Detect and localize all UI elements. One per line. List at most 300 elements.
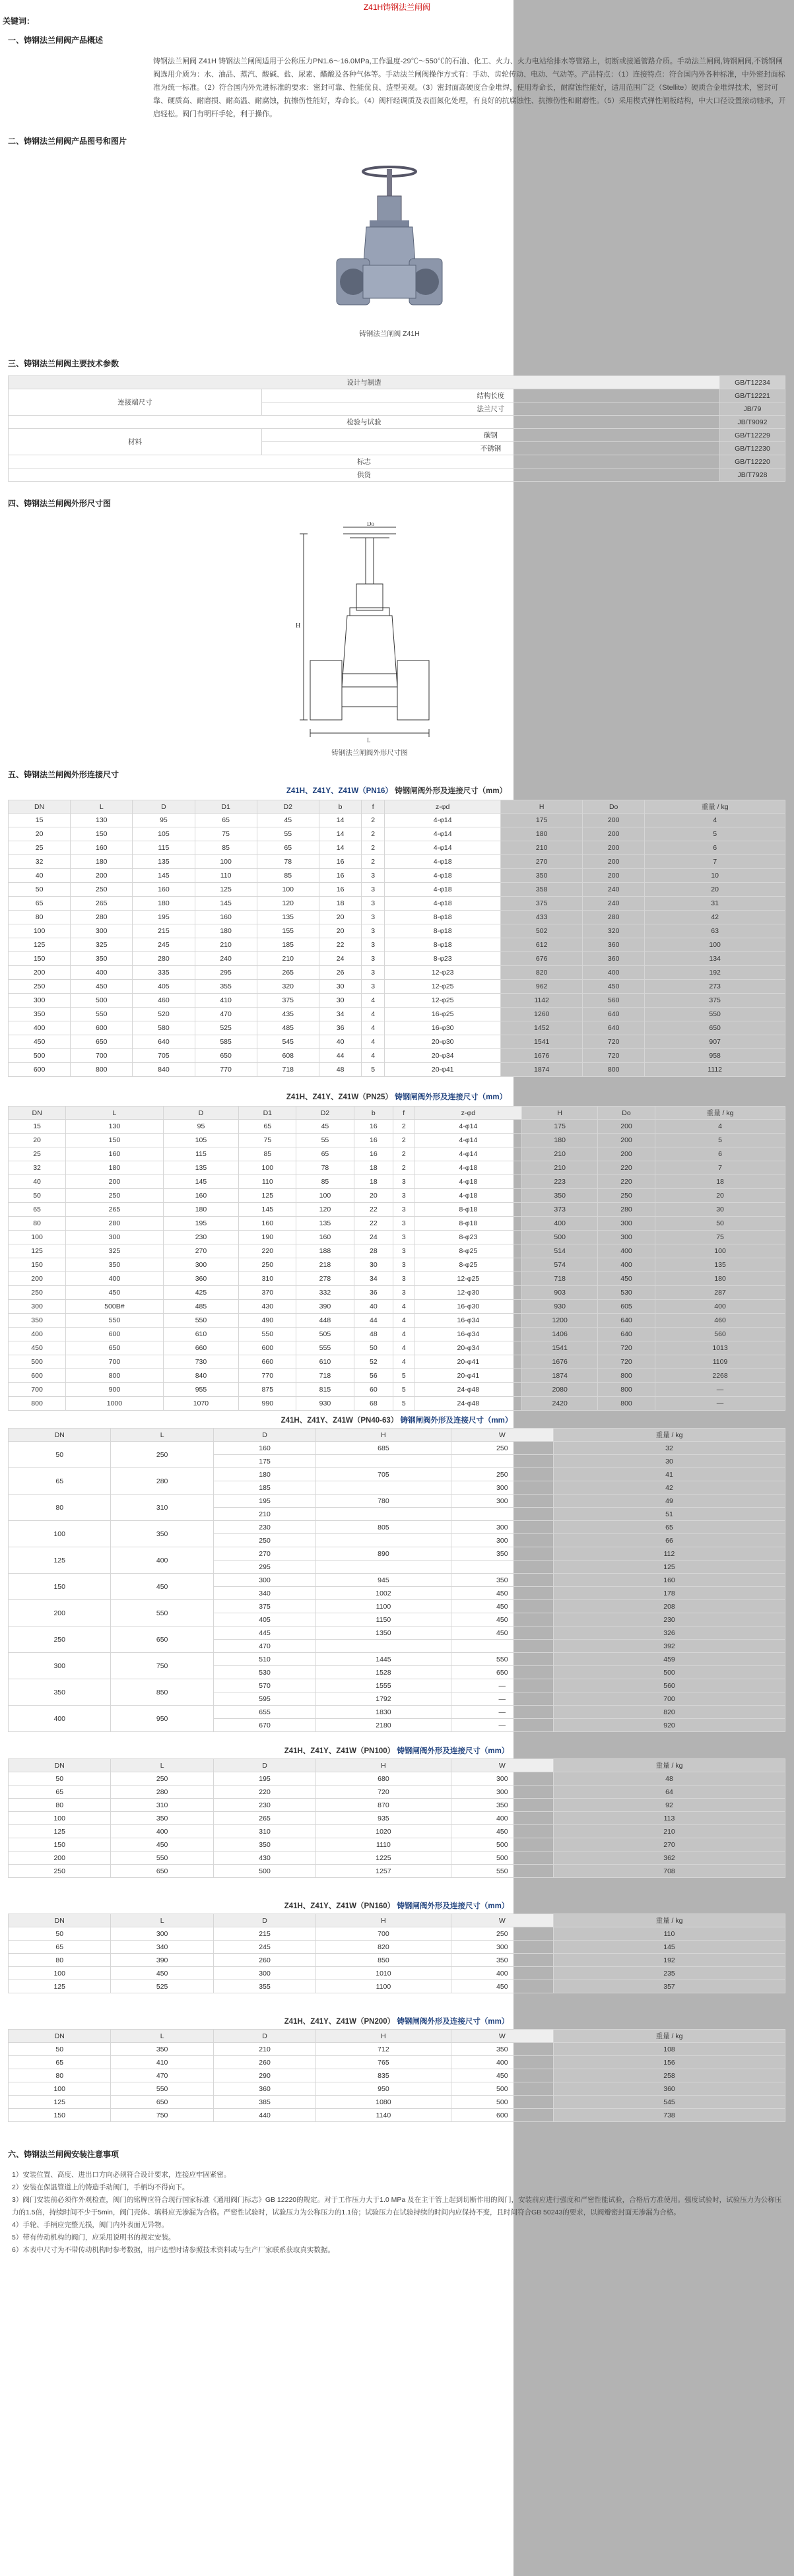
table-cell: 300 — [451, 1772, 553, 1786]
table-cell: W — [451, 1914, 553, 1927]
table-cell: 650 — [111, 2096, 213, 2109]
table-cell: 16 — [354, 1134, 393, 1147]
table-cell: 1002 — [316, 1587, 451, 1600]
table-cell: 150 — [9, 2109, 111, 2122]
table-header-row — [9, 1429, 785, 1442]
table-cell: 350 — [9, 1314, 66, 1328]
table-cell: 435 — [257, 1008, 319, 1021]
table-cell: 2 — [362, 814, 385, 827]
table-cell: 50 — [354, 1341, 393, 1355]
table-row — [9, 952, 785, 966]
table-cell: 法兰尺寸 — [262, 402, 720, 416]
table-cell: 24 — [354, 1231, 393, 1244]
table-cell: 5 — [645, 827, 785, 841]
table-cell — [451, 1561, 553, 1574]
table-cell: 903 — [522, 1286, 598, 1300]
table-cell: 300 — [111, 1927, 213, 1941]
table-cell: 3 — [393, 1175, 414, 1189]
table-cell: 80 — [9, 2069, 111, 2082]
table-cell: 510 — [213, 1653, 315, 1666]
table-cell: 20 — [9, 1134, 66, 1147]
pn25-title-model: Z41H、Z41Y、Z41W（PN25） — [286, 1093, 393, 1101]
table-cell: 160 — [296, 1231, 354, 1244]
table-cell: 16 — [319, 855, 361, 869]
table-cell: 192 — [645, 966, 785, 980]
table-cell: 7 — [655, 1161, 785, 1175]
table-cell: 450 — [597, 1272, 655, 1286]
table-cell: 65 — [554, 1521, 785, 1534]
table-cell: 600 — [451, 2109, 553, 2122]
table-cell: 640 — [133, 1035, 195, 1049]
table-cell: 400 — [111, 1547, 213, 1574]
table-cell: 525 — [195, 1021, 257, 1035]
table-cell: 820 — [316, 1941, 451, 1954]
table-cell: 250 — [71, 883, 133, 897]
table-cell: 220 — [239, 1244, 296, 1258]
table-cell: 300 — [597, 1231, 655, 1244]
table-row — [9, 1314, 785, 1328]
table-cell: 15 — [9, 814, 71, 827]
table-cell: 650 — [66, 1341, 164, 1355]
table-row — [9, 1286, 785, 1300]
table-cell: 134 — [645, 952, 785, 966]
table-cell: 100 — [9, 924, 71, 938]
table-cell: 4-φ18 — [385, 869, 501, 883]
table-cell: 990 — [239, 1397, 296, 1411]
table-cell: 重量 / kg — [554, 1914, 785, 1927]
table-cell: 235 — [554, 1967, 785, 1980]
pn160-title-desc: 铸钢闸阀外形及连接尺寸（mm） — [397, 1902, 510, 1910]
table-cell: 608 — [257, 1049, 319, 1063]
table-cell: 125 — [9, 1547, 111, 1574]
table-cell: 250 — [111, 1772, 213, 1786]
table-row — [9, 924, 785, 938]
table-cell: 195 — [213, 1772, 315, 1786]
table-cell: 700 — [71, 1049, 133, 1063]
table-cell: 800 — [71, 1063, 133, 1077]
table-cell: 300 — [451, 1941, 553, 1954]
table-cell: 250 — [239, 1258, 296, 1272]
table-cell: 60 — [354, 1383, 393, 1397]
table-cell: 400 — [655, 1300, 785, 1314]
table-cell: 705 — [316, 1468, 451, 1481]
table-cell: 125 — [554, 1561, 785, 1574]
table-row — [9, 1799, 785, 1812]
table-cell: 8-φ23 — [385, 952, 501, 966]
table-cell: 400 — [9, 1706, 111, 1732]
table-cell: 685 — [316, 1442, 451, 1455]
table-cell: 3 — [393, 1258, 414, 1272]
table-cell: 1541 — [501, 1035, 583, 1049]
table-cell: 12-φ23 — [385, 966, 501, 980]
table-cell: 260 — [213, 1954, 315, 1967]
table-cell: 50 — [9, 2043, 111, 2056]
table-cell: 320 — [583, 924, 645, 938]
table-cell: 270 — [501, 855, 583, 869]
table-cell: — — [451, 1692, 553, 1706]
table-cell: 390 — [111, 1954, 213, 1967]
table-cell: 738 — [554, 2109, 785, 2122]
list-item: 1）安装位置、高度、进出口方向必须符合设计要求，连接应牢固紧密。 — [12, 2171, 231, 2179]
table-row — [9, 1967, 785, 1980]
table-cell: 250 — [111, 1442, 213, 1468]
table-cell: 350 — [9, 1679, 111, 1706]
table-cell: 200 — [9, 1272, 66, 1286]
table-cell: 450 — [451, 1626, 553, 1640]
table-cell: 210 — [213, 2043, 315, 2056]
table-row — [9, 1706, 785, 1719]
table-cell: 22 — [354, 1203, 393, 1217]
table-cell: 50 — [9, 1189, 66, 1203]
table-cell: 1874 — [501, 1063, 583, 1077]
table-cell: 360 — [583, 952, 645, 966]
table-cell: 1452 — [501, 1021, 583, 1035]
table-row — [9, 2109, 785, 2122]
table-cell: 1528 — [316, 1666, 451, 1679]
table-cell: 8-φ18 — [385, 938, 501, 952]
table-row — [9, 1161, 785, 1175]
table-cell: 574 — [522, 1258, 598, 1272]
table-cell: 100 — [645, 938, 785, 952]
table-cell: 820 — [501, 966, 583, 980]
table-cell: 300 — [213, 1574, 315, 1587]
table-cell: 718 — [257, 1063, 319, 1077]
table-cell: 3 — [362, 938, 385, 952]
table-cell: 2 — [393, 1161, 414, 1175]
table-cell: 130 — [66, 1120, 164, 1134]
table-cell: 32 — [9, 1161, 66, 1175]
table-cell: 12-φ25 — [385, 994, 501, 1008]
table-cell: 265 — [213, 1812, 315, 1825]
table-cell: 110 — [239, 1175, 296, 1189]
table-cell: 502 — [501, 924, 583, 938]
table-cell: 800 — [597, 1397, 655, 1411]
table-cell: 185 — [213, 1481, 315, 1495]
table-cell: 570 — [213, 1679, 315, 1692]
table-cell: 重量 / kg — [655, 1107, 785, 1120]
table-cell: 210 — [213, 1508, 315, 1521]
pn100-title-desc: 铸钢闸阀外形及连接尺寸（mm） — [397, 1747, 510, 1755]
table-cell: 700 — [316, 1927, 451, 1941]
table-cell: GB/T12229 — [719, 429, 785, 442]
table-cell: 1225 — [316, 1852, 451, 1865]
table-cell: 712 — [316, 2043, 451, 2056]
table-cell: 55 — [296, 1134, 354, 1147]
table-cell: DN — [9, 1429, 111, 1442]
table-cell: L — [111, 1914, 213, 1927]
table-cell: 360 — [583, 938, 645, 952]
table-cell: 192 — [554, 1954, 785, 1967]
table-cell: 150 — [9, 1838, 111, 1852]
table-cell: 750 — [111, 2109, 213, 2122]
table-cell: 250 — [597, 1189, 655, 1203]
table-cell: 4-φ14 — [385, 814, 501, 827]
table-cell: 5 — [393, 1397, 414, 1411]
table-cell: 358 — [501, 883, 583, 897]
table-cell: z-φd — [385, 800, 501, 814]
table-cell — [316, 1455, 451, 1468]
table-cell: 550 — [111, 1600, 213, 1626]
table-row — [9, 814, 785, 827]
table-cell: D1 — [239, 1107, 296, 1120]
table-cell: 125 — [195, 883, 257, 897]
table-cell: 65 — [195, 814, 257, 827]
table-cell: 185 — [257, 938, 319, 952]
table-cell: 400 — [111, 1825, 213, 1838]
table-cell: 410 — [195, 994, 257, 1008]
pn160-table-title — [8, 1900, 785, 1912]
table-row — [9, 1021, 785, 1035]
table-cell: 145 — [163, 1175, 239, 1189]
table-cell: 450 — [111, 1967, 213, 1980]
table-cell: 230 — [163, 1231, 239, 1244]
table-cell: 30 — [319, 994, 361, 1008]
svg-text:Do: Do — [367, 522, 374, 527]
table-cell: 930 — [296, 1397, 354, 1411]
table-cell: 240 — [583, 897, 645, 911]
table-cell: 375 — [501, 897, 583, 911]
list-item: 2）安装在保温管道上的铸造手动阀门，手柄均不得向下。 — [12, 2183, 189, 2191]
table-row — [9, 1203, 785, 1217]
table-cell: 720 — [597, 1355, 655, 1369]
table-cell: H — [522, 1107, 598, 1120]
table-cell: 200 — [597, 1134, 655, 1147]
table-cell: 18 — [354, 1175, 393, 1189]
table-cell: 40 — [319, 1035, 361, 1049]
table-cell: 1406 — [522, 1328, 598, 1341]
table-cell: 200 — [583, 869, 645, 883]
table-cell: 30 — [319, 980, 361, 994]
section-overview-heading: 一、铸钢法兰闸阀产品概述 — [8, 36, 104, 45]
table-row — [9, 855, 785, 869]
table-cell: 720 — [597, 1341, 655, 1355]
valve-photo-block — [0, 146, 794, 344]
table-row — [9, 2096, 785, 2109]
drawing-caption: 铸钢法兰闸阀外形尺寸图 — [331, 749, 408, 757]
table-cell: 145 — [554, 1941, 785, 1954]
table-cell: 500 — [451, 1838, 553, 1852]
table-cell: 220 — [597, 1161, 655, 1175]
table-cell: 550 — [111, 1852, 213, 1865]
table-cell: 2180 — [316, 1719, 451, 1732]
pn16-table-title — [8, 785, 785, 797]
table-cell: 20-φ41 — [414, 1369, 522, 1383]
table-cell: 1112 — [645, 1063, 785, 1077]
table-cell: 360 — [213, 2082, 315, 2096]
table-cell: 265 — [66, 1203, 164, 1217]
table-cell: 500 — [451, 2096, 553, 2109]
table-cell: 51 — [554, 1508, 785, 1521]
table-cell: 4-φ18 — [414, 1175, 522, 1189]
table-cell: 160 — [213, 1442, 315, 1455]
table-cell: 220 — [213, 1786, 315, 1799]
table-cell: 78 — [296, 1161, 354, 1175]
table-row — [9, 2043, 785, 2056]
table-row — [9, 2056, 785, 2069]
table-row — [9, 1341, 785, 1355]
table-cell: 700 — [554, 1692, 785, 1706]
table-cell: 16 — [354, 1120, 393, 1134]
table-cell: 280 — [583, 911, 645, 924]
table-cell: 100 — [9, 1521, 111, 1547]
table-cell: 115 — [133, 841, 195, 855]
table-cell: 100 — [296, 1189, 354, 1203]
table-cell: 362 — [554, 1852, 785, 1865]
table-cell: 65 — [9, 1468, 111, 1495]
table-cell: 765 — [316, 2056, 451, 2069]
table-cell: 22 — [319, 938, 361, 952]
install-notes-list — [0, 2169, 794, 2257]
table-cell: 655 — [213, 1706, 315, 1719]
table-cell: 300 — [451, 1534, 553, 1547]
table-cell: 950 — [111, 1706, 213, 1732]
table-cell: 260 — [213, 2056, 315, 2069]
table-cell: 95 — [133, 814, 195, 827]
table-row — [9, 1369, 785, 1383]
table-cell: 500 — [9, 1049, 71, 1063]
table-cell: 145 — [133, 869, 195, 883]
table-cell: 460 — [655, 1314, 785, 1328]
table-cell: 115 — [163, 1147, 239, 1161]
table-cell: 65 — [9, 1941, 111, 1954]
pn16-dimensions-table — [8, 800, 785, 1077]
table-cell: 1142 — [501, 994, 583, 1008]
table-cell: 28 — [354, 1244, 393, 1258]
table-cell: 18 — [655, 1175, 785, 1189]
table-cell: D — [213, 1429, 315, 1442]
table-cell: 555 — [296, 1341, 354, 1355]
table-cell: 230 — [554, 1613, 785, 1626]
table-cell: 310 — [239, 1272, 296, 1286]
table-cell: 20 — [9, 827, 71, 841]
table-cell: 600 — [66, 1328, 164, 1341]
table-cell: 200 — [597, 1147, 655, 1161]
pn100-dimensions-table — [8, 1758, 785, 1878]
table-cell: 600 — [239, 1341, 296, 1355]
table-cell: 108 — [554, 2043, 785, 2056]
table-cell: 550 — [239, 1328, 296, 1341]
table-cell: 500B# — [66, 1300, 164, 1314]
table-row — [9, 2082, 785, 2096]
table-cell: 800 — [597, 1369, 655, 1383]
table-row — [9, 1134, 785, 1147]
table-cell: 30 — [554, 1455, 785, 1468]
table-cell: 310 — [213, 1825, 315, 1838]
table-cell: — — [655, 1397, 785, 1411]
table-cell: 105 — [133, 827, 195, 841]
table-cell: 4-φ14 — [385, 841, 501, 855]
table-header-row — [9, 1914, 785, 1927]
table-cell: 3 — [393, 1272, 414, 1286]
table-cell: 605 — [597, 1300, 655, 1314]
table-cell: 370 — [239, 1286, 296, 1300]
table-cell: 300 — [71, 924, 133, 938]
table-cell: 3 — [362, 897, 385, 911]
table-cell: 1676 — [522, 1355, 598, 1369]
table-cell: f — [362, 800, 385, 814]
table-cell: 550 — [451, 1865, 553, 1878]
table-cell: JB/T7928 — [719, 468, 785, 482]
table-cell: 373 — [522, 1203, 598, 1217]
table-cell: W — [451, 1759, 553, 1772]
table-cell: 4-φ18 — [414, 1161, 522, 1175]
table-cell: 840 — [163, 1369, 239, 1383]
table-cell: H — [316, 2030, 451, 2043]
table-cell: 20-φ30 — [385, 1035, 501, 1049]
table-cell: 1676 — [501, 1049, 583, 1063]
table-cell: 800 — [9, 1397, 66, 1411]
table-cell: 195 — [133, 911, 195, 924]
table-cell: 720 — [583, 1049, 645, 1063]
table-cell: 550 — [645, 1008, 785, 1021]
table-cell: 75 — [195, 827, 257, 841]
table-cell: 223 — [522, 1175, 598, 1189]
table-cell: 250 — [9, 1626, 111, 1653]
table-row — [9, 1397, 785, 1411]
table-cell: 560 — [554, 1679, 785, 1692]
table-cell: 900 — [66, 1383, 164, 1397]
table-cell: 120 — [257, 897, 319, 911]
table-row — [9, 1825, 785, 1838]
table-cell: 49 — [554, 1495, 785, 1508]
table-cell: 450 — [451, 2069, 553, 2082]
table-cell: 350 — [501, 869, 583, 883]
table-cell: 550 — [451, 1653, 553, 1666]
section-dimensions-heading: 五、铸钢法兰闸阀外形连接尺寸 — [8, 770, 119, 779]
table-cell: 750 — [111, 1653, 213, 1679]
table-row — [9, 1772, 785, 1786]
table-cell: 310 — [111, 1495, 213, 1521]
table-cell: 1445 — [316, 1653, 451, 1666]
table-cell: 1020 — [316, 1825, 451, 1838]
table-cell: 270 — [554, 1838, 785, 1852]
table-cell: 25 — [9, 841, 71, 855]
table-cell: 120 — [296, 1203, 354, 1217]
table-row — [9, 897, 785, 911]
table-cell: 450 — [9, 1035, 71, 1049]
table-cell: 280 — [111, 1786, 213, 1799]
section-install-heading: 六、铸钢法兰闸阀安装注意事项 — [8, 2150, 119, 2159]
table-cell: D — [163, 1107, 239, 1120]
table-row — [9, 1547, 785, 1561]
table-cell: 450 — [451, 1600, 553, 1613]
table-row — [9, 1812, 785, 1825]
table-row — [9, 1927, 785, 1941]
table-cell: 300 — [451, 1495, 553, 1508]
table-cell: 14 — [319, 814, 361, 827]
table-cell: 75 — [239, 1134, 296, 1147]
table-cell: 300 — [451, 1521, 553, 1534]
table-cell: 65 — [9, 897, 71, 911]
table-cell: 445 — [213, 1626, 315, 1640]
table-cell: 135 — [655, 1258, 785, 1272]
table-cell — [316, 1640, 451, 1653]
table-cell: 8-φ25 — [414, 1244, 522, 1258]
table-cell: L — [66, 1107, 164, 1120]
table-row — [9, 1189, 785, 1203]
table-cell: 560 — [583, 994, 645, 1008]
table-cell: 65 — [257, 841, 319, 855]
table-cell: 450 — [9, 1341, 66, 1355]
table-cell: 3 — [393, 1286, 414, 1300]
table-cell: 92 — [554, 1799, 785, 1812]
table-row — [9, 1852, 785, 1865]
table-cell: 4-φ18 — [385, 855, 501, 869]
table-cell: 20-φ34 — [414, 1341, 522, 1355]
table-cell: 800 — [583, 1063, 645, 1077]
table-cell: 400 — [9, 1021, 71, 1035]
table-cell: 180 — [522, 1134, 598, 1147]
